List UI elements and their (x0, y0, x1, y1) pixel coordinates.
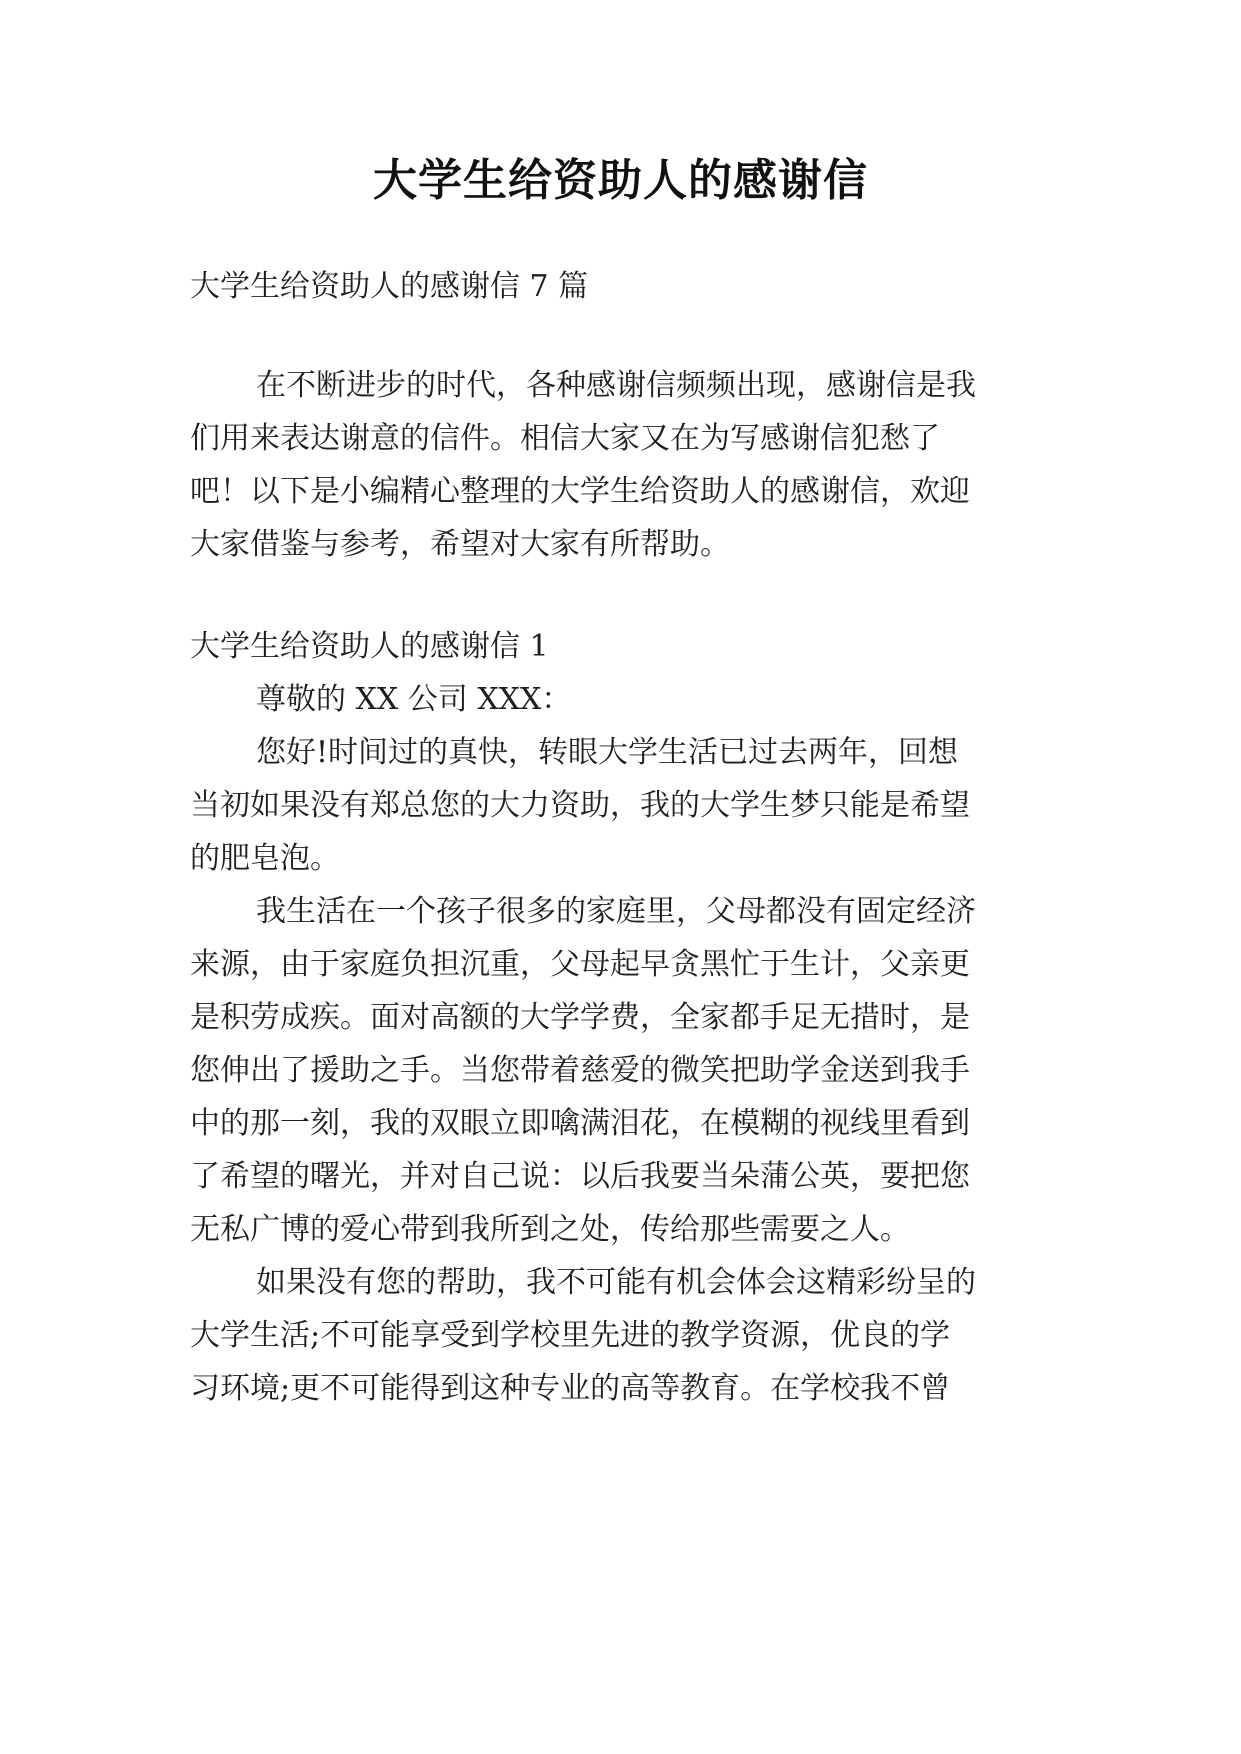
paragraph-line: 当初如果没有郑总您的大力资助，我的大学生梦只能是希望 (190, 788, 970, 823)
paragraph-line: 中的那一刻，我的双眼立即噙满泪花，在模糊的视线里看到 (190, 1106, 970, 1141)
paragraph-line: 来源，由于家庭负担沉重，父母起早贪黑忙于生计，父亲更 (190, 947, 970, 982)
paragraph-line: 您伸出了援助之手。当您带着慈爱的微笑把助学金送到我手 (190, 1053, 970, 1088)
paragraph-line: 如果没有您的帮助，我不可能有机会体会这精彩纷呈的 (256, 1265, 976, 1300)
paragraph-line: 我生活在一个孩子很多的家庭里，父母都没有固定经济 (256, 894, 976, 929)
paragraph-line: 是积劳成疾。面对高额的大学学费，全家都手足无措时，是 (190, 1000, 970, 1035)
letter-heading: 大学生给资助人的感谢信 1 (190, 629, 549, 664)
paragraph-line: 习环境;更不可能得到这种专业的高等教育。在学校我不曾 (190, 1371, 951, 1406)
intro-line: 们用来表达谢意的信件。相信大家又在为写感谢信犯愁了 (190, 421, 940, 456)
letter-salutation: 尊敬的 XX 公司 XXX： (256, 682, 572, 717)
intro-line: 吧！以下是小编精心整理的大学生给资助人的感谢信，欢迎 (190, 474, 970, 509)
document-title: 大学生给资助人的感谢信 (373, 155, 868, 206)
paragraph-line: 大学生活;不可能享受到学校里先进的教学资源，优良的学 (190, 1318, 951, 1353)
paragraph-line: 了希望的曙光，并对自己说：以后我要当朵蒲公英，要把您 (190, 1159, 970, 1194)
paragraph-line: 的肥皂泡。 (190, 841, 340, 876)
intro-line: 在不断进步的时代，各种感谢信频频出现，感谢信是我 (256, 368, 976, 403)
collection-subtitle: 大学生给资助人的感谢信 7 篇 (190, 269, 589, 304)
paragraph-line: 无私广博的爱心带到我所到之处，传给那些需要之人。 (190, 1212, 910, 1247)
intro-line: 大家借鉴与参考，希望对大家有所帮助。 (190, 527, 730, 562)
paragraph-line: 您好!时间过的真快，转眼大学生活已过去两年，回想 (256, 735, 959, 770)
